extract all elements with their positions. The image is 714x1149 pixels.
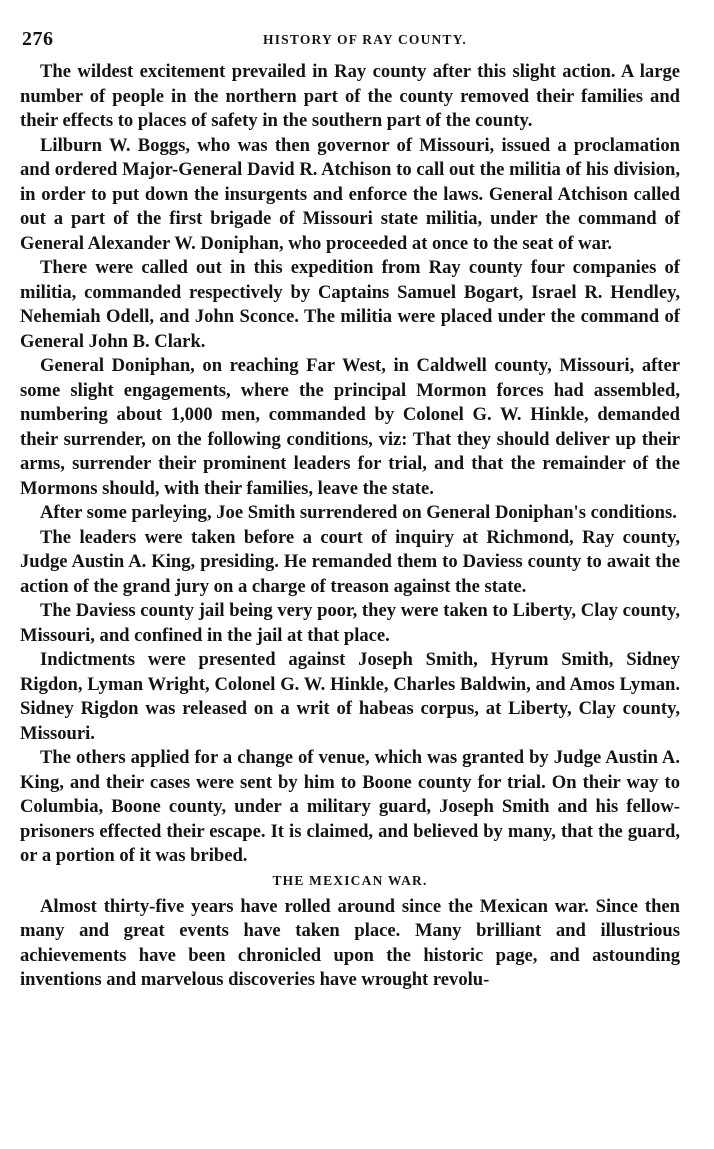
paragraph: The Daviess county jail being very poor, they were taken to Liberty, Clay county, Missouri, and confined in the jail at that place. bbox=[20, 600, 680, 646]
body-text bbox=[20, 60, 680, 993]
page-number: 276 bbox=[22, 28, 54, 50]
paragraph: Almost thirty-five years have rolled around since the Mexican war. Since then many and great events have taken place. Many brilliant and illustrious achievements have been chronicled upon the historic page, and astounding inventions and marvelous discoveries have wrought revolu- bbox=[20, 895, 680, 990]
paragraph: The leaders were taken before a court of inquiry at Richmond, Ray county, Judge Austin A. King, presiding. He remanded them to Daviess county to await the action of the grand jury on a charge of treason against the state. bbox=[20, 526, 680, 597]
paragraph: General Doniphan, on reaching Far West, in Caldwell county, Missouri, after some slight engagements, where the principal Mormon forces had assembled, numbering about 1,000 men, commanded by Colonel G. W. Hinkle, demanded their surrender, on the following conditions, viz: That they should deliver up their arms, surrender their prominent leaders for trial, and that the remainder of the Mormons should, with their families, leave the state. bbox=[20, 355, 680, 499]
paragraph: Lilburn W. Boggs, who was then governor of Missouri, issued a proclamation and ordered Major-General David R. Atchison to call out the militia of his division, in order to put down the insurgents and enforce the laws. General Atchison called out a part of the first brigade of Missouri state militia, under the command of General Alexander W. Doniphan, who proceeded at once to the seat of war. bbox=[20, 134, 680, 254]
running-title: HISTORY OF RAY COUNTY. bbox=[263, 32, 467, 47]
section-heading: THE MEXICAN WAR. bbox=[272, 872, 428, 888]
paragraph: After some parleying, Joe Smith surrendered on General Doniphan's conditions. bbox=[40, 502, 677, 523]
paragraph: There were called out in this expedition from Ray county four companies of militia, commanded respectively by Captains Samuel Bogart, Israel R. Hendley, Nehemiah Odell, and John Sconce. The militia were placed under the command of General John B. Clark. bbox=[20, 257, 680, 352]
paragraph: The wildest excitement prevailed in Ray county after this slight action. A large number of people in the northern part of the county removed their families and their effects to places of safety in the southern part of the county. bbox=[20, 61, 680, 131]
paragraph: Indictments were presented against Joseph Smith, Hyrum Smith, Sidney Rigdon, Lyman Wright, Colonel G. W. Hinkle, Charles Baldwin, and Amos Lyman. Sidney Rigdon was released on a writ of habeas corpus, at Liberty, Clay county, Missouri. bbox=[20, 649, 680, 744]
paragraph: The others applied for a change of venue, which was granted by Judge Austin A. King, and their cases were sent by him to Boone county for trial. On their way to Columbia, Boone county, under a military guard, Joseph Smith and his fellow-prisoners effected their escape. It is claimed, and believed by many, that the guard, or a portion of it was bribed. bbox=[20, 747, 680, 866]
running-head bbox=[20, 24, 680, 52]
